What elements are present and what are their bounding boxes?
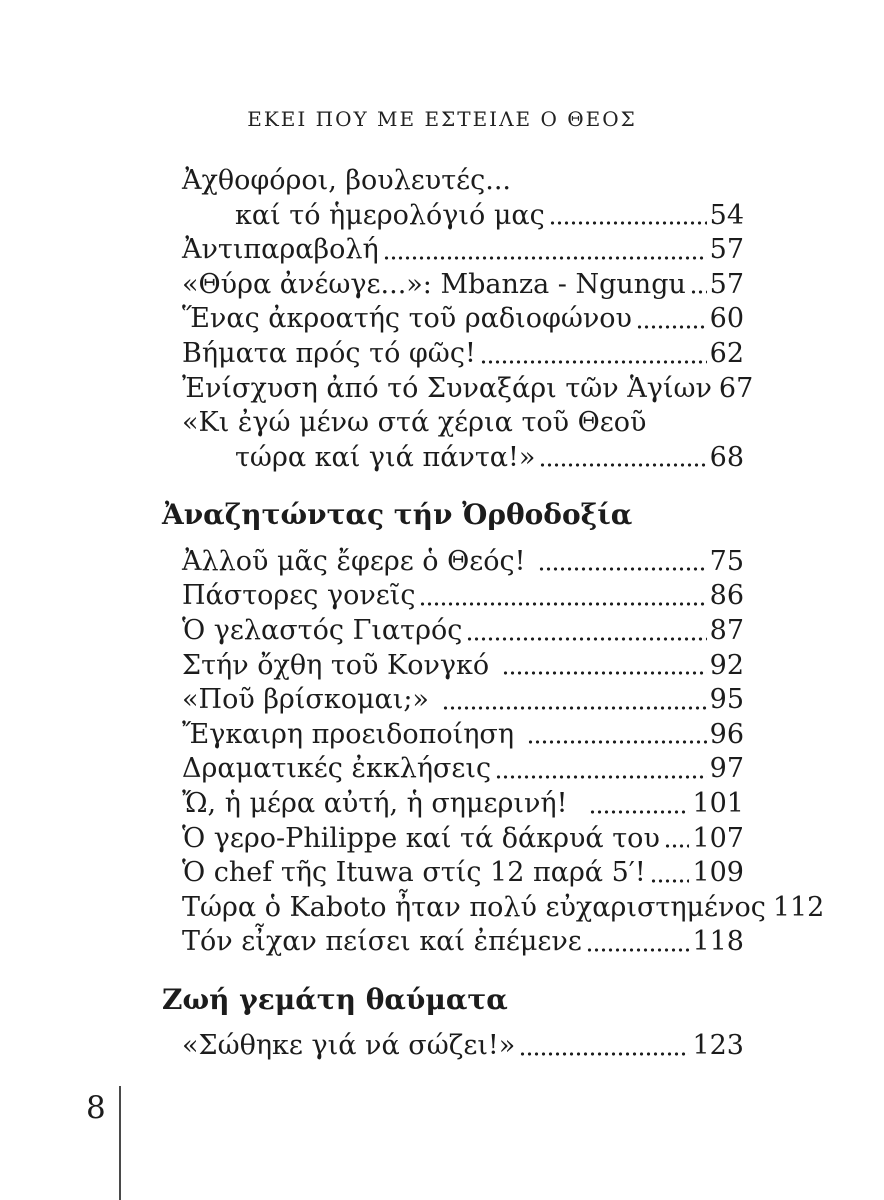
toc-entry-page-number: 118 <box>692 926 744 958</box>
toc-entry-title: Ὁ γελαστός Γιατρός <box>182 615 463 647</box>
dot-leader <box>466 637 706 641</box>
toc-entry <box>182 199 744 234</box>
toc-section-heading: Ζωή γεμάτη θαύματα <box>162 982 508 1016</box>
toc-entry-page-number: 68 <box>709 441 744 473</box>
toc-entry-page-number: 57 <box>709 234 744 266</box>
toc-entry-title: Ὁ chef τῆς Ituwa στίς 12 παρά 5′! <box>182 857 646 889</box>
folio-page-number: 8 <box>86 1090 106 1126</box>
dot-leader <box>480 360 707 364</box>
dot-leader <box>650 429 741 433</box>
dot-leader <box>538 567 707 571</box>
toc-entry-page-number: 75 <box>709 545 744 577</box>
toc-entry-page-number: 96 <box>709 718 744 750</box>
dot-leader <box>515 187 741 191</box>
dot-leader <box>419 602 706 606</box>
toc-entry <box>182 579 744 614</box>
toc-entry <box>182 372 754 407</box>
toc-entry <box>182 268 744 303</box>
toc-entry <box>182 441 744 476</box>
toc-entry-page-number: 62 <box>709 337 744 369</box>
dot-leader <box>690 290 707 294</box>
toc-entry <box>182 683 744 718</box>
toc-entry-page-number: 67 <box>718 372 754 404</box>
toc-entry-title: Ἔγκαιρη προειδοποίηση <box>182 718 523 750</box>
toc-entry-title: Τώρα ὁ Kaboto ἦταν πολύ εὐχαριστημένος <box>182 891 766 923</box>
toc-entry-page-number: 109 <box>692 857 744 889</box>
toc-entry-page-number: 97 <box>709 753 744 785</box>
toc-entry-title: Πάστορες γονεῖς <box>182 580 416 612</box>
toc-entry-page-number: 123 <box>692 1030 744 1062</box>
toc-entry <box>182 891 825 926</box>
toc-entry-title: τώρα καί γιά πάντα!» <box>235 441 536 473</box>
toc-entry-page-number: 87 <box>709 615 744 647</box>
toc-entry-page-number: 60 <box>709 303 744 335</box>
toc-entry-title: καί τό ἡμερολόγιό μας <box>235 199 545 231</box>
toc-entry-page-number: 112 <box>772 891 825 923</box>
toc-entry-page-number: 54 <box>709 199 744 231</box>
toc-entry-title: Δραματικές ἐκκλήσεις <box>182 753 492 785</box>
dot-leader <box>664 844 690 848</box>
toc-entry-title: Ἀλλοῦ μᾶς ἔφερε ὁ Θεός! <box>182 545 535 577</box>
toc-entry <box>182 1029 744 1064</box>
dot-leader <box>539 463 706 467</box>
toc-entry-title: Στήν ὄχθη τοῦ Κονγκό <box>182 649 498 681</box>
dot-leader <box>650 879 690 883</box>
toc-entry-title: Ὁ γερο-Philippe καί τά δάκρυά του <box>182 822 660 854</box>
dot-leader <box>502 671 707 675</box>
toc-entry-page-number: 57 <box>709 268 744 300</box>
toc-section-entries <box>162 1029 744 1064</box>
toc-entry-page-number: 92 <box>709 649 744 681</box>
toc-entry-title: Ὤ, ἡ μέρα αὐτή, ἡ σημερινή! <box>182 788 585 819</box>
toc-entry <box>182 337 744 372</box>
dot-leader <box>586 948 690 952</box>
toc-entry <box>182 752 744 787</box>
toc-section-entries <box>162 545 825 960</box>
running-header-title: ΕΚΕΙ ΠΟΥ ΜΕ ΕΣΤΕΙΛΕ Ο ΘΕΟΣ <box>247 107 637 131</box>
dot-leader <box>589 810 690 814</box>
toc-section-entries <box>162 164 754 475</box>
toc-entry-title: «Σώθηκε γιά νά σώζει!» <box>182 1030 516 1062</box>
dot-leader <box>495 775 707 779</box>
toc-entry-title: «Θύρα ἀνέωγε...»: Mbanza - Ngungu <box>182 268 686 300</box>
toc-entry <box>182 718 744 753</box>
toc-entry-page-number: 107 <box>692 822 744 854</box>
toc-section <box>162 983 744 1064</box>
toc-entry-title: Βήματα πρός τό φῶς! <box>182 337 476 369</box>
toc-entry-title: «Κι ἐγώ μένω στά χέρια τοῦ Θεοῦ <box>182 407 647 439</box>
dot-leader <box>549 221 707 225</box>
toc-entry-title: Ἀχθοφόροι, βουλευτές... <box>182 165 511 196</box>
toc-entry <box>182 164 744 199</box>
dot-leader <box>442 706 707 710</box>
footer-vertical-rule <box>119 1086 121 1200</box>
toc-section <box>162 164 754 475</box>
dot-leader <box>519 1052 689 1056</box>
dot-leader <box>527 740 707 744</box>
toc-entry <box>182 856 744 891</box>
toc-entry-title: Ἀντιπαραβολή <box>182 234 379 266</box>
toc-entry-title: «Ποῦ βρίσκομαι;» <box>182 684 438 716</box>
toc-entry <box>182 787 744 822</box>
toc-entry <box>182 822 744 857</box>
toc-entry <box>182 649 744 684</box>
toc-entry-title: Ἐνίσχυση ἀπό τό Συναξάρι τῶν Ἁγίων <box>182 372 712 404</box>
toc-entry-page-number: 95 <box>709 684 744 716</box>
toc-entry-title: Τόν εἶχαν πείσει καί ἐπέμενε <box>182 926 582 958</box>
toc-entry <box>182 302 744 337</box>
toc-entry <box>182 925 744 960</box>
toc-entry-page-number: 101 <box>692 788 744 819</box>
toc-entry <box>182 233 744 268</box>
dot-leader <box>636 325 707 329</box>
table-of-contents <box>162 164 825 1064</box>
dot-leader <box>383 256 707 260</box>
toc-section <box>162 498 825 960</box>
toc-section-heading: Ἀναζητώντας τήν Ὀρθοδοξία <box>162 498 633 532</box>
toc-entry <box>182 614 744 649</box>
toc-entry <box>182 545 744 580</box>
toc-entry-title: Ἕνας ἀκροατής τοῦ ραδιοφώνου <box>182 303 632 335</box>
toc-entry-page-number: 86 <box>709 580 744 612</box>
toc-entry <box>182 406 744 441</box>
